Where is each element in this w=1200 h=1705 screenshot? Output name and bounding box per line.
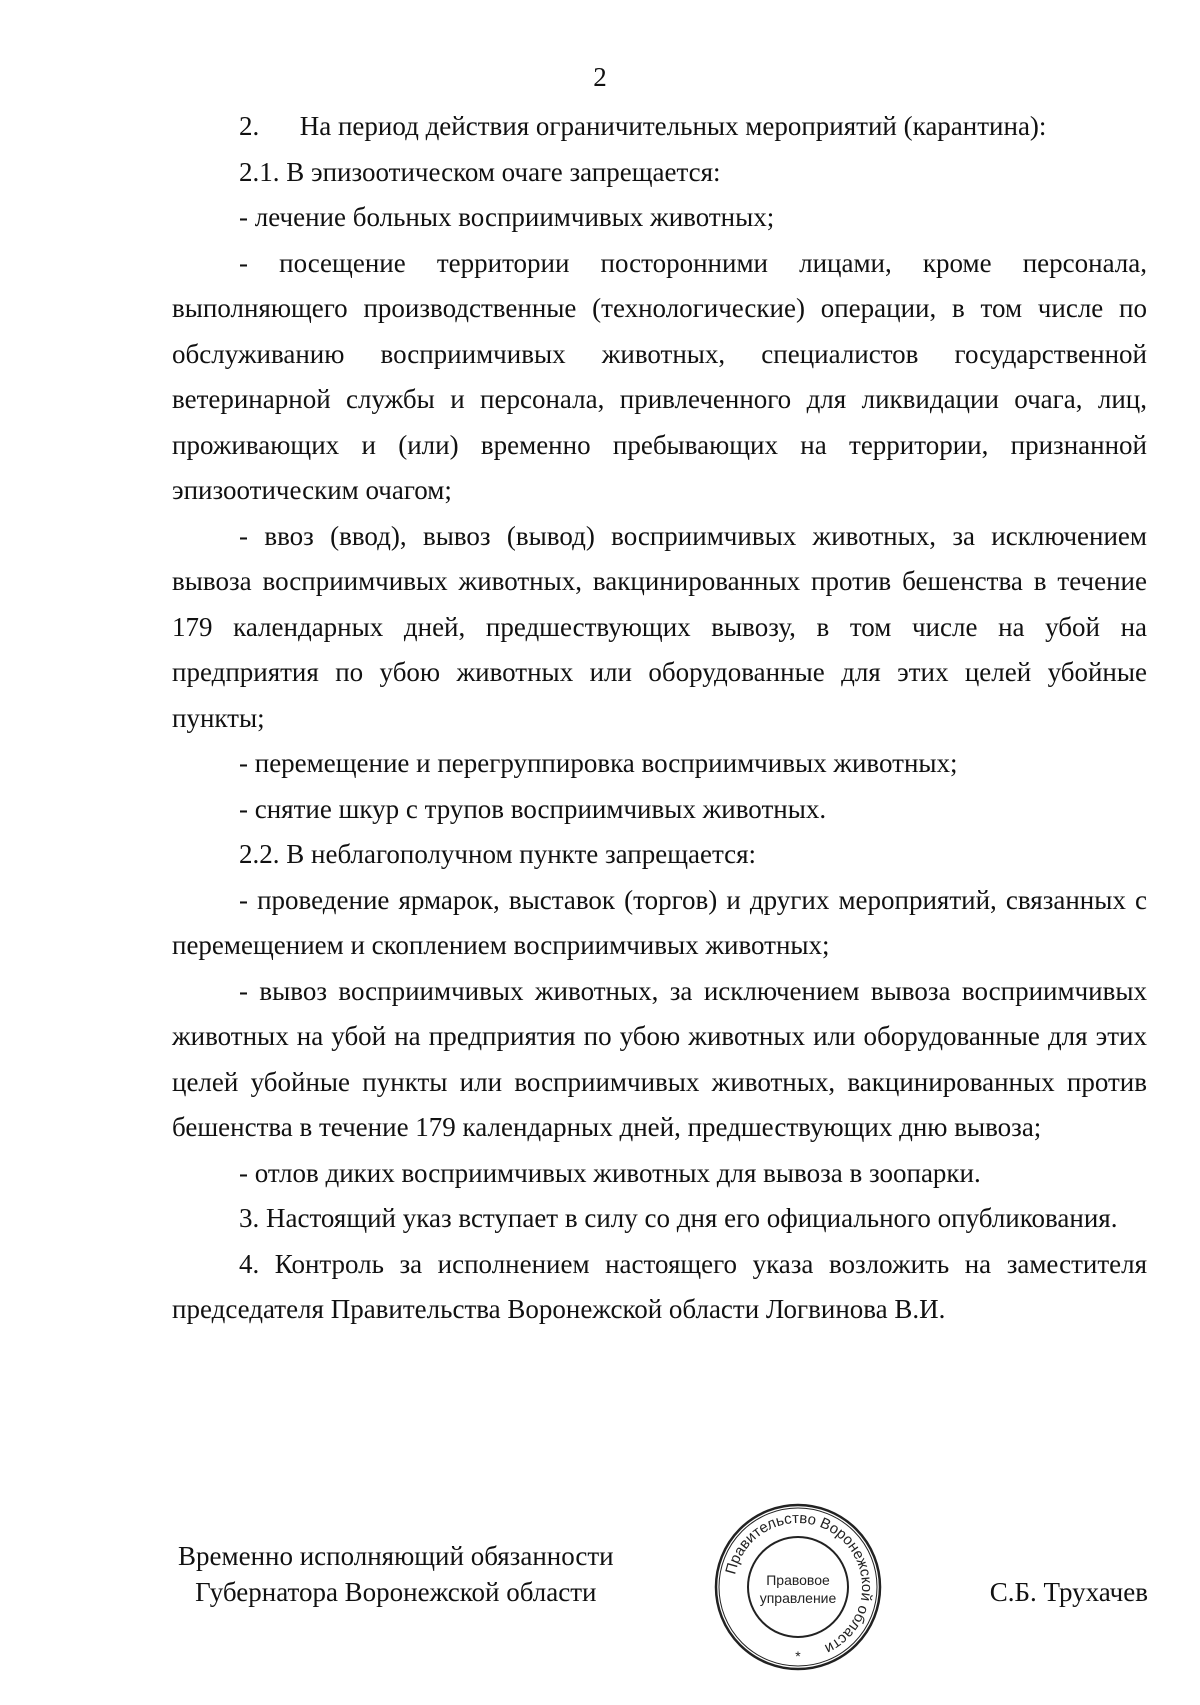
signatory-position (178, 1538, 614, 1610)
list-item: - посещение территории посторонними лицами, кроме персонала, выполняющего производственные (технологические) операции, в том числе по обслуживанию восприимчивых животных, специалистов государственной ветеринарной службы и персонала, привлеченного для ликвидации очага, лиц, проживающих и (или) временно пребывающих на территории, признанной эпизоотическим очагом; (172, 247, 1147, 505)
list-item: - проведение ярмарок, выставок (торгов) и других мероприятий, связанных с перемещением и скоплением восприимчивых животных; (172, 884, 1147, 960)
official-stamp (712, 1501, 884, 1673)
list-item: - перемещение и перегруппировка восприимчивых животных; (239, 748, 958, 778)
document-body (172, 104, 1147, 1333)
list-item: - вывоз восприимчивых животных, за исключением вывоза восприимчивых животных на убой на предприятия по убою животных или оборудованные для этих целей убойные пункты или восприимчивых животных, вакцинированных против бешенства в течение 179 календарных дней, предшествующих дню вывоза; (172, 975, 1147, 1142)
signatory-position-line1: Временно исполняющий обязанности (178, 1541, 614, 1571)
paragraph-3: 3. Настоящий указ вступает в силу со дня его официального опубликования. (239, 1203, 1118, 1233)
list-item: - ввоз (ввод), вывоз (вывод) восприимчивых животных, за исключением вывоза восприимчивых животных, вакцинированных против бешенства в течение 179 календарных дней, предшествующих вывозу, в том числе на убой на предприятия по убою животных или оборудованные для этих целей убойные пункты; (172, 520, 1147, 733)
stamp-star: * (795, 1648, 801, 1664)
page-number: 2 (593, 62, 607, 92)
signatory-position-line2: Губернатора Воронежской области (195, 1577, 597, 1607)
list-item: - снятие шкур с трупов восприимчивых животных. (239, 793, 827, 824)
signatory-name: С.Б. Трухачев (989, 1577, 1148, 1607)
list-item: - отлов диких восприимчивых животных для вывоза в зоопарки. (239, 1157, 981, 1188)
paragraph-4: 4. Контроль за исполнением настоящего указа возложить на заместителя председателя Правительства Воронежской области Логвинова В.И. (172, 1248, 1147, 1324)
paragraph-2: 2. На период действия ограничительных мероприятий (карантина): (239, 111, 1047, 141)
paragraph-2-1: 2.1. В эпизоотическом очаге запрещается: (239, 156, 721, 187)
stamp-ring-text: Правительство Воронежской области (722, 1509, 876, 1658)
paragraph-2-2: 2.2. В неблагополучном пункте запрещается: (239, 839, 756, 869)
list-item: - лечение больных восприимчивых животных; (239, 202, 775, 232)
stamp-center-line1: Правовое (766, 1572, 830, 1588)
stamp-center-line2: управление (759, 1590, 837, 1606)
